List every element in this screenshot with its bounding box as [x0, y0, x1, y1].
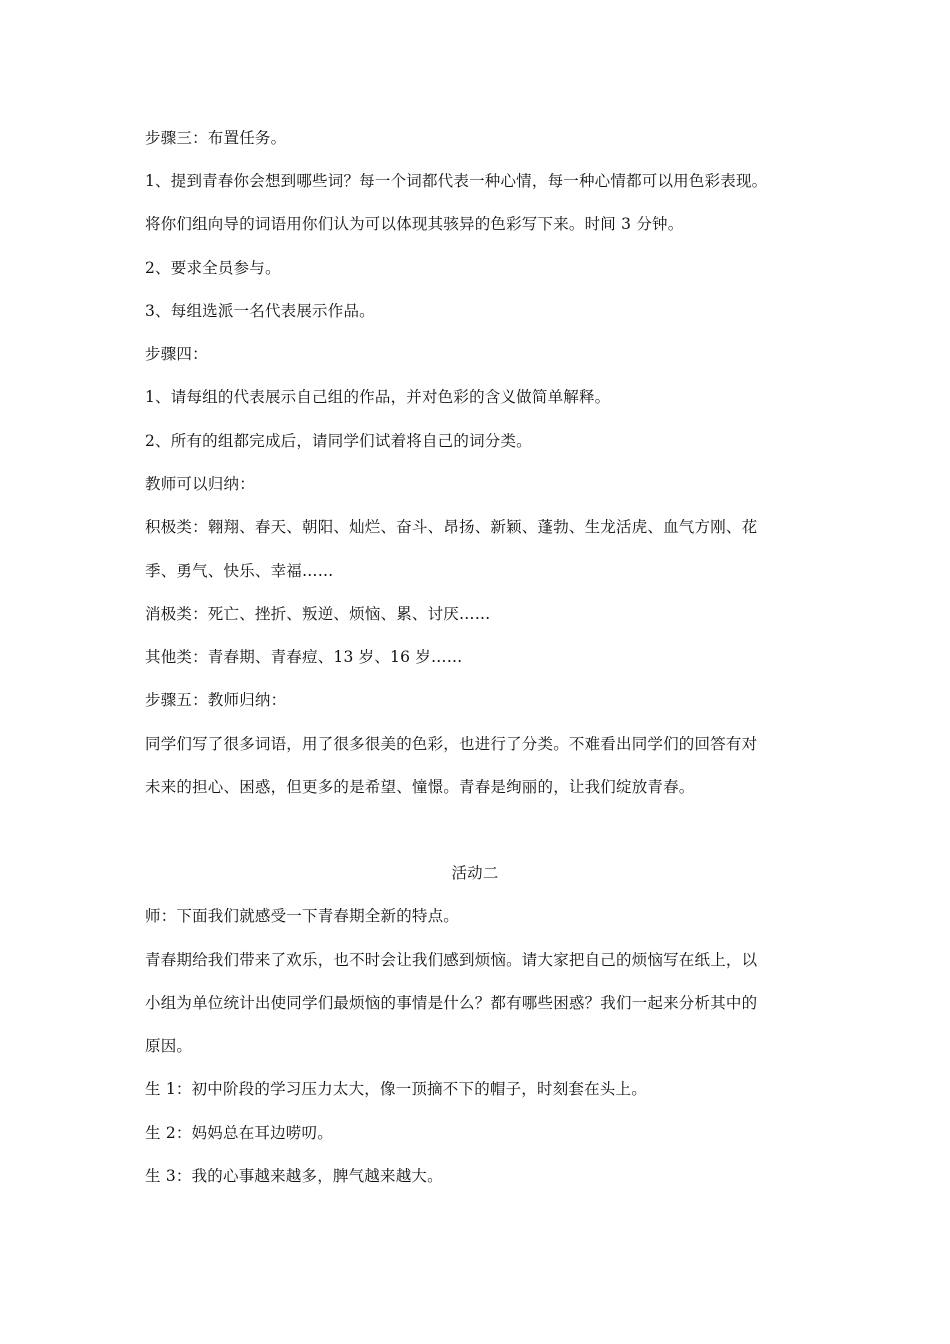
- activity-two-title: 活动二: [451, 864, 499, 882]
- positive-words: 积极类：翱翔、春天、朝阳、灿烂、奋斗、昂扬、新颖、蓬勃、生龙活虎、血气方刚、花: [145, 518, 758, 536]
- step-four-item-2: 2、所有的组都完成后，请同学们试着将自己的词分类。: [145, 432, 532, 450]
- task-item-1: 1、提到青春你会想到哪些词？每一个词都代表一种心情，每一种心情都可以用色彩表现。: [145, 172, 768, 190]
- negative-words: 消极类：死亡、挫折、叛逆、烦恼、累、讨厌……: [145, 605, 491, 623]
- troubles-paragraph-line-2: 小组为单位统计出使同学们最烦恼的事情是什么？都有哪些困惑？我们一起来分析其中的: [145, 994, 758, 1012]
- troubles-paragraph: 青春期给我们带来了欢乐，也不时会让我们感到烦恼。请大家把自己的烦恼写在纸上，以: [145, 951, 758, 969]
- positive-words-continued: 季、勇气、快乐、幸福……: [145, 562, 334, 580]
- step-four-item-1: 1、请每组的代表展示自己组的作品，并对色彩的含义做简单解释。: [145, 388, 611, 406]
- conclusion-paragraph-continued: 未来的担心、困惑，但更多的是希望、憧憬。青春是绚丽的，让我们绽放青春。: [145, 778, 695, 796]
- student-answer-1: 生 1：初中阶段的学习压力太大，像一顶摘不下的帽子，时刻套在头上。: [145, 1080, 647, 1098]
- other-words: 其他类：青春期、青春痘、13 岁、16 岁……: [145, 648, 463, 666]
- student-answer-3: 生 3：我的心事越来越多，脾气越来越大。: [145, 1167, 443, 1185]
- step-three-heading: 步骤三：布置任务。: [145, 129, 287, 147]
- task-item-2: 2、要求全员参与。: [145, 259, 281, 277]
- task-item-1-continued: 将你们组向导的词语用你们认为可以体现其骇异的色彩写下来。时间 3 分钟。: [145, 215, 684, 233]
- student-answer-2: 生 2：妈妈总在耳边唠叨。: [145, 1124, 333, 1142]
- troubles-paragraph-line-3: 原因。: [145, 1037, 193, 1055]
- teacher-summary-label: 教师可以归纳：: [145, 475, 255, 493]
- teacher-intro: 师：下面我们就感受一下青春期全新的特点。: [145, 907, 460, 925]
- step-four-heading: 步骤四：: [145, 345, 208, 363]
- conclusion-paragraph: 同学们写了很多词语，用了很多很美的色彩，也进行了分类。不难看出同学们的回答有对: [145, 735, 758, 753]
- step-five-heading: 步骤五：教师归纳：: [145, 691, 287, 709]
- task-item-3: 3、每组选派一名代表展示作品。: [145, 302, 375, 320]
